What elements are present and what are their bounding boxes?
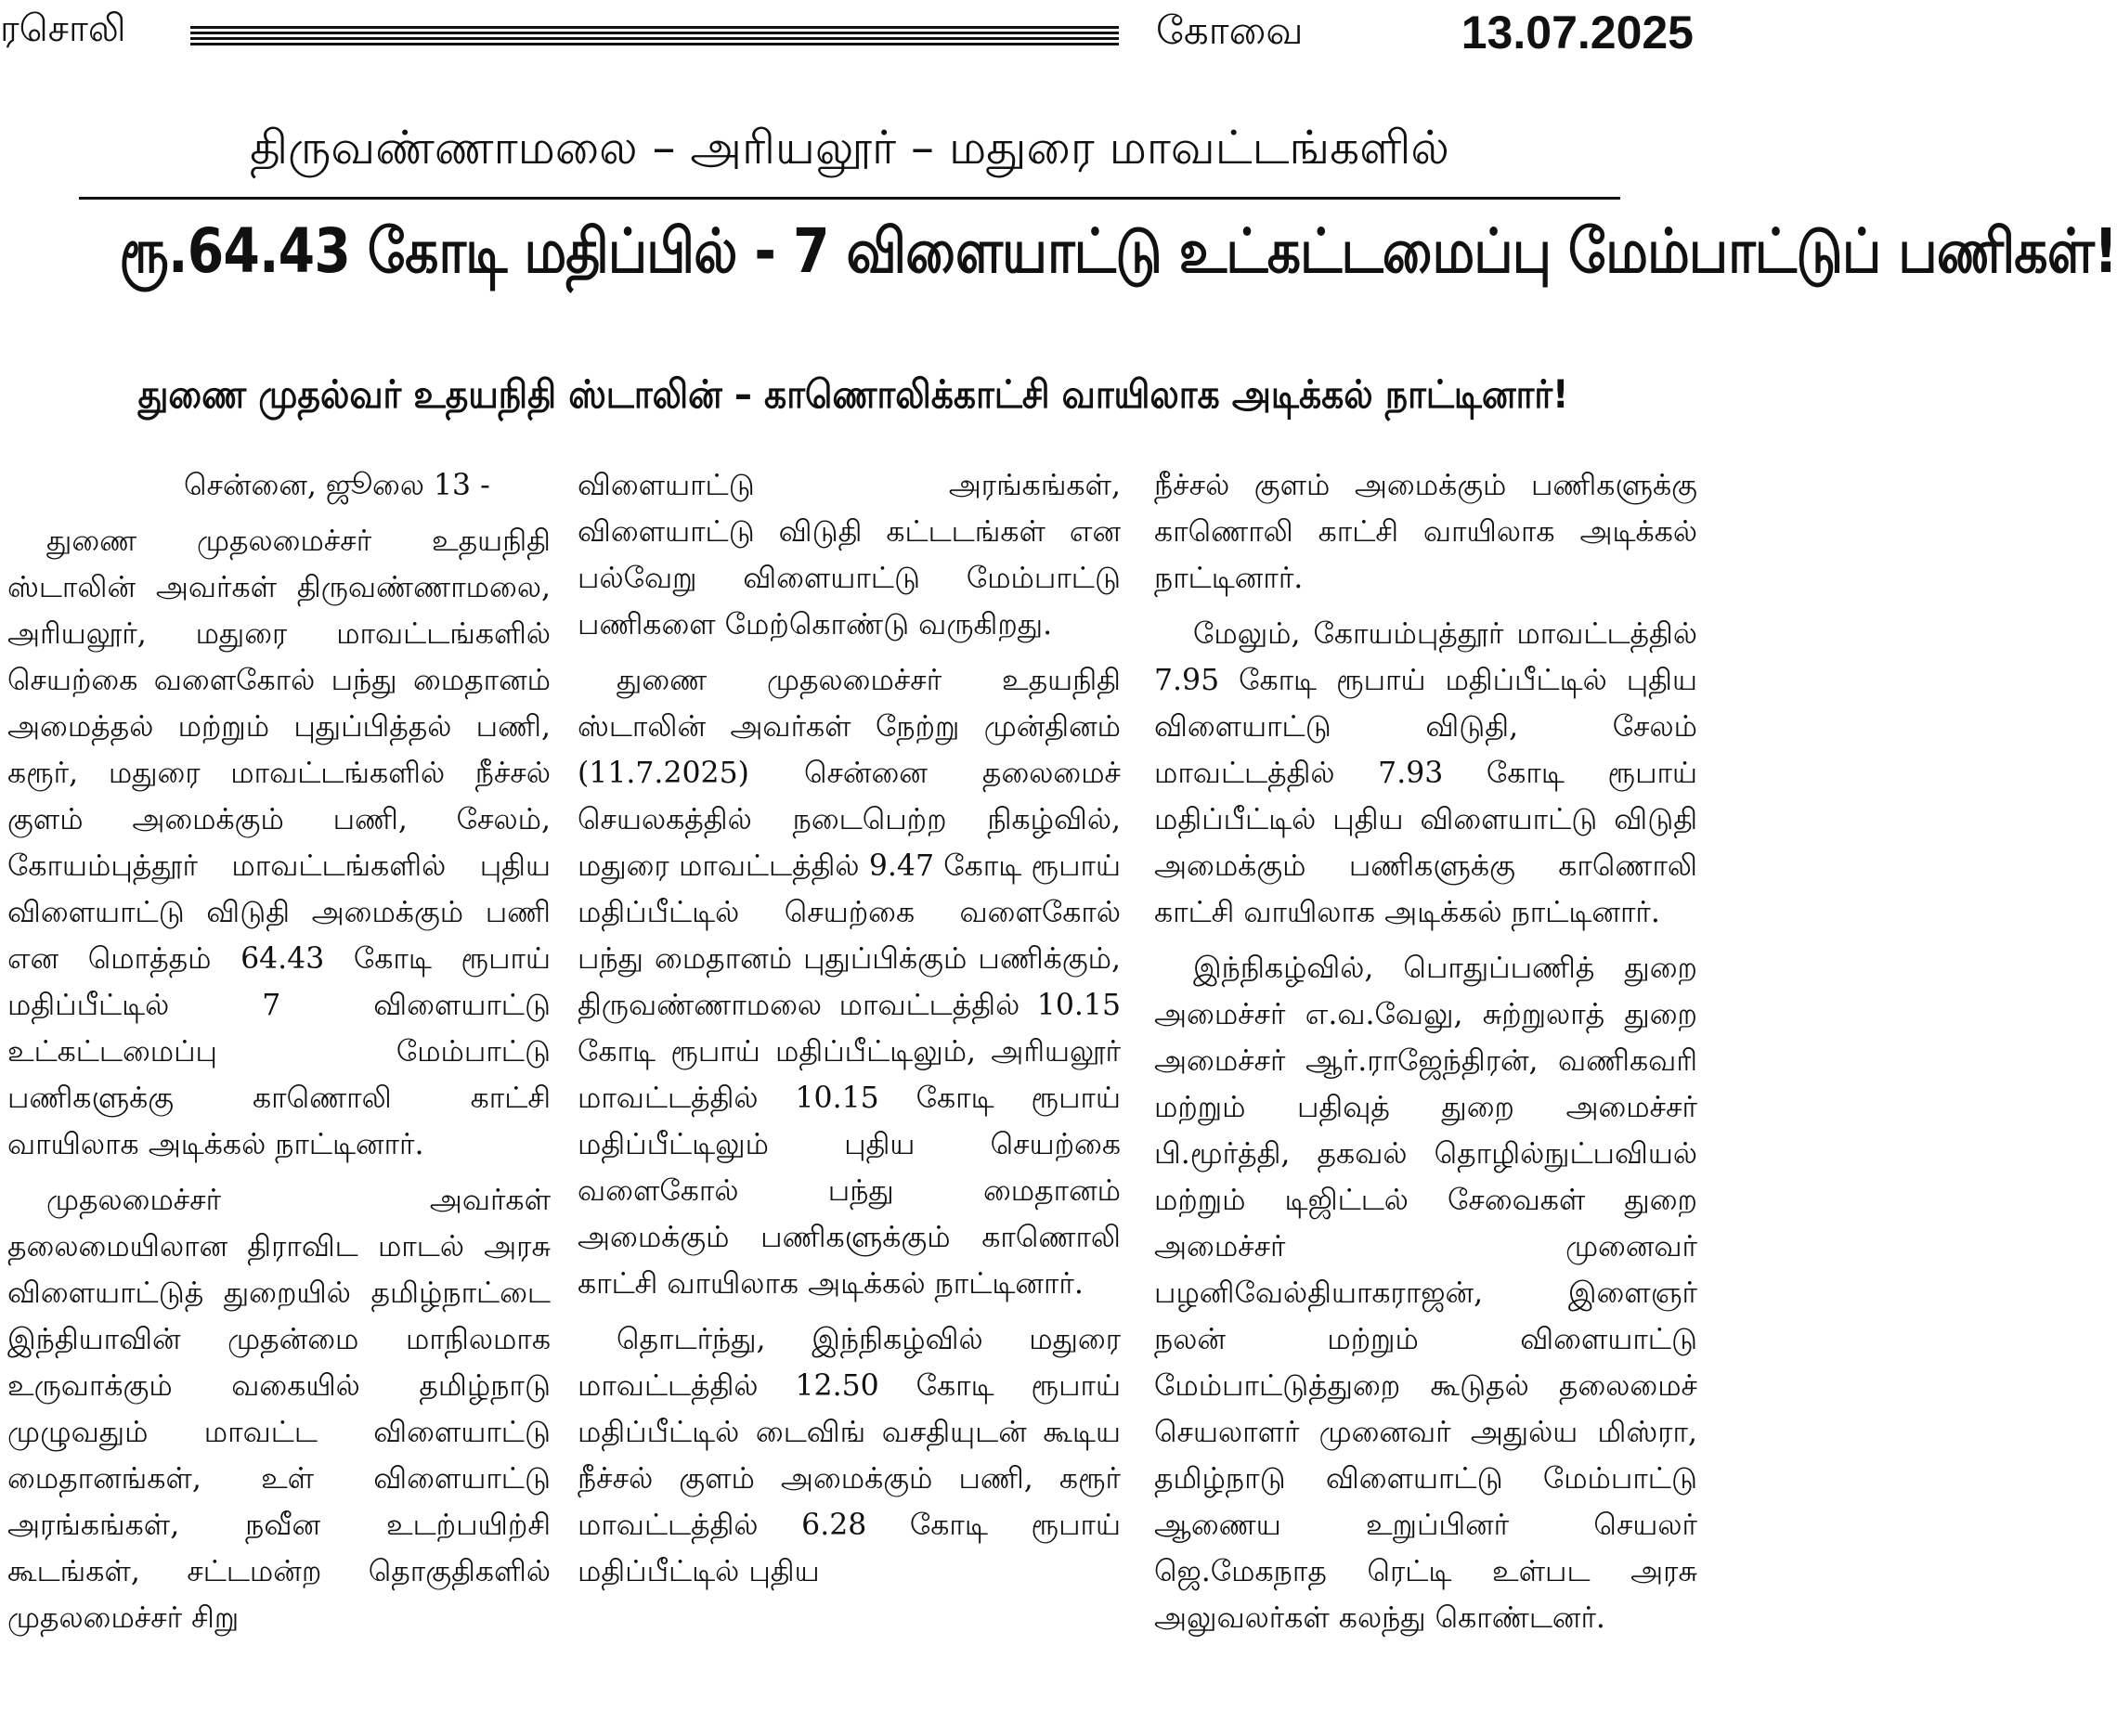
paragraph: முதலமைச்சர் அவர்கள் தலைமையிலான திராவிட மாடல் அரசு விளையாட்டுத் துறையில் தமிழ்நாட்டை இந்தியாவின் முதன்மை மாநிலமாக உருவாக்கும் வகையில் தமிழ்நாடு முழுவதும் மாவட்ட விளையாட்டு மைதானங்கள், உள் விளையாட்டு அரங்கங்கள், நவீன உடற்பயிற்சி கூடங்கள், சட்டமன்ற தொகுதிகளில் முதலமைச்சர் சிறு	[7, 1184, 551, 1635]
edition-date: 13.07.2025	[1461, 6, 1694, 58]
masthead-rule	[190, 26, 1119, 46]
article-column-2	[578, 462, 1121, 1725]
article-subhead: துணை முதல்வர் உதயநிதி ஸ்டாலின் – காணொலிக்காட்சி வாயிலாக அடிக்கல் நாட்டினார்!	[137, 371, 1569, 417]
edition-place: கோவை	[1156, 7, 1304, 53]
article-column-1	[7, 462, 551, 1725]
article-kicker: திருவண்ணாமலை – அரியலூர் – மதுரை மாவட்டங்களில்	[250, 121, 1449, 175]
paragraph: இந்நிகழ்வில், பொதுப்பணித் துறை அமைச்சர் எ.வ.வேலு, சுற்றுலாத் துறை அமைச்சர் ஆர்.ராஜேந்திரன், வணிகவரி மற்றும் பதிவுத் துறை அமைச்சர் பி.மூர்த்தி, தகவல் தொழில்நுட்பவியல் மற்றும் டிஜிட்டல் சேவைகள் துறை அமைச்சர் முனைவர் பழனிவேல்தியாகராஜன், இளைஞர் நலன் மற்றும் விளையாட்டு மேம்பாட்டுத்துறை கூடுதல் தலைமைச் செயலாளர் முனைவர் அதுல்ய மிஸ்ரா, தமிழ்நாடு விளையாட்டு மேம்பாட்டு ஆணைய உறுப்பினர் செயலர் ஜெ.மேகநாத ரெட்டி உள்பட அரசு அலுவலர்கள் கலந்து கொண்டனர்.	[1154, 952, 1697, 1635]
article-headline: ரூ.64.43 கோடி மதிப்பில் - 7 விளையாட்டு உட்கட்டமைப்பு மேம்பாட்டுப் பணிகள்!	[119, 215, 2117, 287]
newspaper-name: ரசொலி	[0, 7, 126, 50]
paragraph: தொடர்ந்து, இந்நிகழ்வில் மதுரை மாவட்டத்தில் 12.50 கோடி ரூபாய் மதிப்பீட்டில் டைவிங் வசதியுடன் கூடிய நீச்சல் குளம் அமைக்கும் பணி, கரூர் மாவட்டத்தில் 6.28 கோடி ரூபாய் மதிப்பீட்டில் புதிய	[578, 1323, 1121, 1588]
paragraph: நீச்சல் குளம் அமைக்கும் பணிகளுக்கு காணொலி காட்சி வாயிலாக அடிக்கல் நாட்டினார்.	[1154, 469, 1697, 595]
paragraph: துணை முதலமைச்சர் உதயநிதி ஸ்டாலின் அவர்கள் திருவண்ணாமலை, அரியலூர், மதுரை மாவட்டங்களில் செயற்கை வளைகோல் பந்து மைதானம் அமைத்தல் மற்றும் புதுப்பித்தல் பணி, கரூர், மதுரை மாவட்டங்களில் நீச்சல் குளம் அமைக்கும் பணி, சேலம், கோயம்புத்தூர் மாவட்டங்களில் புதிய விளையாட்டு விடுதி அமைக்கும் பணி என மொத்தம் 64.43 கோடி ரூபாய் மதிப்பீட்டில் 7 விளையாட்டு உட்கட்டமைப்பு மேம்பாட்டு பணிகளுக்கு காணொலி காட்சி வாயிலாக அடிக்கல் நாட்டினார்.	[7, 525, 551, 1161]
paragraph: மேலும், கோயம்புத்தூர் மாவட்டத்தில் 7.95 கோடி ரூபாய் மதிப்பீட்டில் புதிய விளையாட்டு விடுதி, சேலம் மாவட்டத்தில் 7.93 கோடி ரூபாய் மதிப்பீட்டில் புதிய விளையாட்டு விடுதி அமைக்கும் பணிகளுக்கு காணொலி காட்சி வாயிலாக அடிக்கல் நாட்டினார்.	[1154, 617, 1697, 929]
masthead	[0, 0, 1707, 89]
kicker-rule	[79, 197, 1620, 200]
dateline: சென்னை, ஜூலை 13 -	[184, 469, 490, 502]
paragraph: துணை முதலமைச்சர் உதயநிதி ஸ்டாலின் அவர்கள் நேற்று முன்தினம் (11.7.2025) சென்னை தலைமைச் செயலகத்தில் நடைபெற்ற நிகழ்வில், மதுரை மாவட்டத்தில் 9.47 கோடி ரூபாய் மதிப்பீட்டில் செயற்கை வளைகோல் பந்து மைதானம் புதுப்பிக்கும் பணிக்கும், திருவண்ணாமலை மாவட்டத்தில் 10.15 கோடி ரூபாய் மதிப்பீட்டிலும், அரியலூர் மாவட்டத்தில் 10.15 கோடி ரூபாய் மதிப்பீட்டிலும் புதிய செயற்கை வளைகோல் பந்து மைதானம் அமைக்கும் பணிகளுக்கும் காணொலி காட்சி வாயிலாக அடிக்கல் நாட்டினார்.	[578, 664, 1121, 1301]
article-column-3	[1154, 462, 1697, 1725]
paragraph: விளையாட்டு அரங்கங்கள், விளையாட்டு விடுதி கட்டடங்கள் என பல்வேறு விளையாட்டு மேம்பாட்டு பணிகளை மேற்கொண்டு வருகிறது.	[578, 469, 1121, 641]
